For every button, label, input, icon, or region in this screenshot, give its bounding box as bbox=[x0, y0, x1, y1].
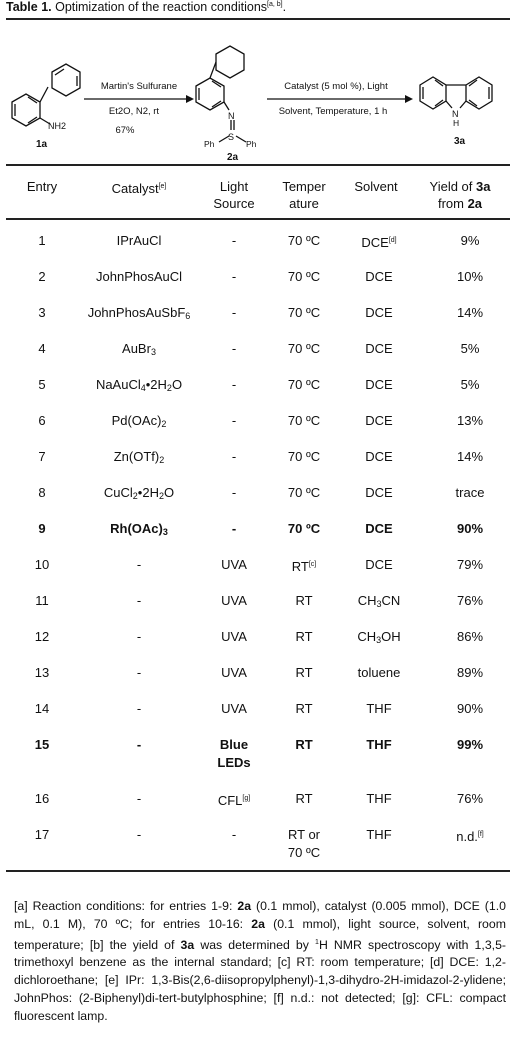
cell-light: - bbox=[231, 485, 237, 500]
cell-yield: 76% bbox=[456, 593, 484, 608]
cell-yield: 90% bbox=[456, 701, 484, 716]
cell-light: - bbox=[231, 449, 237, 464]
header-yield-compound2: 2a bbox=[467, 196, 483, 211]
cell-entry: 10 bbox=[34, 557, 50, 572]
n-label-3a: N bbox=[452, 109, 459, 119]
cell-yield: 14% bbox=[456, 449, 484, 464]
cell-solvent: DCE bbox=[365, 341, 393, 356]
cell-solvent: $CH_3OH$ bbox=[357, 629, 401, 645]
cell-yield: 89% bbox=[456, 665, 484, 680]
cell-entry: 12 bbox=[34, 629, 50, 644]
cell-light: - bbox=[231, 377, 237, 392]
compound-1a-structure bbox=[12, 64, 80, 126]
header-catalyst bbox=[84, 178, 194, 197]
cell-solvent: DCE bbox=[365, 305, 393, 320]
cell-temp: RT bbox=[295, 665, 313, 680]
cell-temp: 70 ºC bbox=[287, 341, 321, 356]
cell-catalyst: JohnPhosAuCl bbox=[96, 269, 182, 284]
cell-catalyst: - bbox=[136, 791, 142, 806]
cell-yield: 86% bbox=[456, 629, 484, 644]
header-yield bbox=[412, 178, 508, 212]
cell-solvent: THF bbox=[366, 737, 392, 752]
cell-catalyst: - bbox=[136, 737, 142, 752]
cell-light: - bbox=[231, 305, 237, 320]
cell-entry: 11 bbox=[35, 593, 49, 608]
step1-conditions: Et2O, N2, rt bbox=[108, 106, 160, 117]
cell-yield: 90% bbox=[456, 521, 484, 536]
header-entry: Entry bbox=[26, 179, 58, 194]
title-period: . bbox=[282, 0, 287, 14]
cell-yield: 14% bbox=[456, 305, 484, 320]
header-catalyst-sup: [e] bbox=[158, 183, 167, 190]
cell-catalyst: $Rh(OAc)_3$ bbox=[110, 521, 168, 537]
cell-catalyst: - bbox=[136, 629, 142, 644]
cell-entry: 8 bbox=[38, 485, 46, 500]
cell-entry: 4 bbox=[38, 341, 46, 356]
cell-entry: 2 bbox=[38, 269, 46, 284]
cell-catalyst: - bbox=[136, 593, 142, 608]
cell-temp: 70 ºC bbox=[287, 269, 321, 284]
cell-light: UVA bbox=[221, 665, 247, 680]
title-footnote-ref: [a, b] bbox=[267, 0, 283, 8]
footnote: [a] Reaction conditions: for entries 1-9: 2a (0.1 mmol), catalyst (0.005 mmol), DCE (1.0 mL, 0.1 M), 70 ºC; for entries 10-16: 2a (0.1 mmol), light source, solvent, room temperature; [b] the yield of 3a was determined by $^1$H NMR spectroscopy with 1,3,5-trimethoxyl benzene as the internal standard; [c] RT: room temperature; [d] DCE: 1,2-dichloroethane; [e] IPr: 1,3-Bis(2,6-diisopropylphenyl)-1,3-dihydro-2H-imidazol-2-ylidene; JohnPhos: (2-Biphenyl)di-tert-butylphosphine; [f] n.d.: not detected; [g]: CFL: compact fluorescent lamp. bbox=[14, 899, 507, 1023]
cell-solvent: toluene bbox=[357, 665, 401, 680]
cell-entry: 15 bbox=[34, 737, 50, 752]
cell-yield: n.d.[f] bbox=[456, 829, 484, 844]
h-label-3a: H bbox=[453, 118, 460, 128]
reaction-scheme bbox=[0, 40, 516, 160]
cell-light: UVA bbox=[221, 629, 247, 644]
cell-solvent: DCE bbox=[365, 557, 393, 572]
header-solvent: Solvent bbox=[354, 179, 398, 194]
cell-light: UVA bbox=[221, 557, 247, 572]
cell-temp: 70 ºC bbox=[287, 485, 321, 500]
cell-yield: 79% bbox=[456, 557, 484, 572]
cell-entry: 5 bbox=[38, 377, 46, 392]
cell-catalyst: JohnPhosAuSbF$_6$ bbox=[87, 305, 191, 321]
cell-temp: 70 ºC bbox=[287, 305, 321, 320]
cell-catalyst: - bbox=[136, 827, 142, 842]
header-temp-line2: ature bbox=[289, 196, 319, 211]
cell-temp: 70 ºC bbox=[287, 377, 321, 392]
cell-temp: RT bbox=[295, 737, 313, 752]
step1-reagent: Martin's Sulfurane bbox=[100, 81, 178, 92]
cell-yield: 5% bbox=[460, 341, 480, 356]
cell-temp: RT[c] bbox=[291, 559, 317, 574]
cell-catalyst: AuBr$_3$ bbox=[122, 341, 156, 357]
header-rule bbox=[6, 218, 510, 220]
cell-temp: RT bbox=[295, 791, 313, 806]
cell-solvent: DCE bbox=[365, 413, 393, 428]
cell-catalyst: $Zn(OTf)_2$ bbox=[113, 449, 165, 465]
compound-3a-label: 3a bbox=[454, 136, 466, 147]
cell-temp: RT bbox=[295, 629, 313, 644]
cell-catalyst: - bbox=[136, 665, 142, 680]
nh2-label: NH2 bbox=[48, 121, 67, 131]
cell-solvent: DCE bbox=[365, 269, 393, 284]
cell-solvent: DCE bbox=[365, 449, 393, 464]
cell-entry: 3 bbox=[38, 305, 46, 320]
cell-catalyst: - bbox=[136, 701, 142, 716]
cell-light: - bbox=[231, 341, 237, 356]
top-rule bbox=[6, 18, 510, 20]
cell-light: CFL[g] bbox=[217, 793, 251, 808]
cell-solvent: DCE bbox=[365, 377, 393, 392]
cell-yield: 99% bbox=[456, 737, 484, 752]
cell-entry: 13 bbox=[34, 665, 50, 680]
cell-solvent: DCE[d] bbox=[361, 235, 397, 250]
header-light-line2: Source bbox=[213, 196, 255, 211]
header-yield-compound1: 3a bbox=[476, 179, 491, 194]
table-label: Table 1. bbox=[6, 0, 52, 14]
cell-entry: 14 bbox=[34, 701, 50, 716]
cell-temp: RT bbox=[295, 593, 313, 608]
cell-light: - bbox=[231, 269, 237, 284]
cell-light: UVA bbox=[221, 593, 247, 608]
header-temperature bbox=[272, 178, 336, 212]
cell-entry: 6 bbox=[38, 413, 46, 428]
cell-solvent: THF bbox=[366, 701, 392, 716]
compound-1a-label: 1a bbox=[36, 139, 48, 150]
cell-temp: 70 ºC bbox=[287, 233, 321, 248]
cell-light: - bbox=[231, 233, 237, 248]
cell-yield: 5% bbox=[460, 377, 480, 392]
cell-entry: 16 bbox=[34, 791, 50, 806]
step2-conditions-2: Solvent, Temperature, 1 h bbox=[278, 106, 388, 117]
cell-solvent: THF bbox=[366, 791, 392, 806]
ph-right-label: Ph bbox=[246, 139, 257, 149]
cell-entry: 7 bbox=[38, 449, 46, 464]
header-yield-text2: from bbox=[437, 196, 468, 211]
table-title bbox=[6, 0, 286, 14]
cell-light: UVA bbox=[221, 701, 247, 716]
cell-light: Blue LEDs bbox=[217, 737, 251, 770]
cell-light: - bbox=[231, 827, 237, 842]
cell-solvent: DCE bbox=[365, 521, 393, 536]
compound-2a-structure bbox=[196, 46, 246, 142]
cell-solvent: DCE bbox=[365, 485, 393, 500]
cell-catalyst: IPrAuCl bbox=[116, 233, 162, 248]
cell-temp: 70 ºC bbox=[287, 449, 321, 464]
table-title-text: Optimization of the reaction conditions bbox=[51, 0, 268, 14]
header-yield-text1: Yield of bbox=[429, 179, 477, 194]
header-light-source bbox=[203, 178, 265, 212]
cell-catalyst: - bbox=[136, 557, 142, 572]
header-catalyst-text: Catalyst bbox=[111, 181, 159, 196]
cell-yield: 76% bbox=[456, 791, 484, 806]
cell-temp: 70 ºC bbox=[287, 521, 321, 536]
scheme-rule bbox=[6, 164, 510, 166]
compound-3a-structure bbox=[420, 77, 492, 109]
step2-conditions-1: Catalyst (5 mol %), Light bbox=[284, 81, 388, 92]
cell-solvent: $CH_3CN$ bbox=[357, 593, 401, 609]
cell-catalyst: $NaAuCl_4•2H_2O$ bbox=[95, 377, 183, 393]
cell-yield: trace bbox=[455, 485, 485, 500]
cell-catalyst: $CuCl_2•2H_2O$ bbox=[103, 485, 175, 501]
ph-left-label: Ph bbox=[204, 139, 215, 149]
header-temp-line1: Temper bbox=[282, 179, 326, 194]
cell-yield: 10% bbox=[456, 269, 484, 284]
cell-temp: RT bbox=[295, 701, 313, 716]
cell-catalyst: $Pd(OAc)_2$ bbox=[111, 413, 167, 429]
cell-yield: 9% bbox=[460, 233, 480, 248]
cell-light: - bbox=[231, 413, 237, 428]
step1-yield: 67% bbox=[115, 125, 135, 136]
cell-temp: RT or 70 ºC bbox=[287, 827, 321, 860]
cell-yield: 13% bbox=[456, 413, 484, 428]
cell-light: - bbox=[231, 521, 237, 536]
header-light-line1: Light bbox=[219, 179, 249, 194]
cell-entry: 1 bbox=[38, 233, 46, 248]
compound-2a-label: 2a bbox=[227, 152, 239, 160]
cell-entry: 17 bbox=[34, 827, 50, 842]
bottom-rule bbox=[6, 870, 510, 872]
cell-entry: 9 bbox=[38, 521, 46, 536]
n-label-2a: N bbox=[228, 111, 235, 121]
s-label-2a: S bbox=[228, 132, 235, 142]
cell-solvent: THF bbox=[366, 827, 392, 842]
cell-temp: 70 ºC bbox=[287, 413, 321, 428]
